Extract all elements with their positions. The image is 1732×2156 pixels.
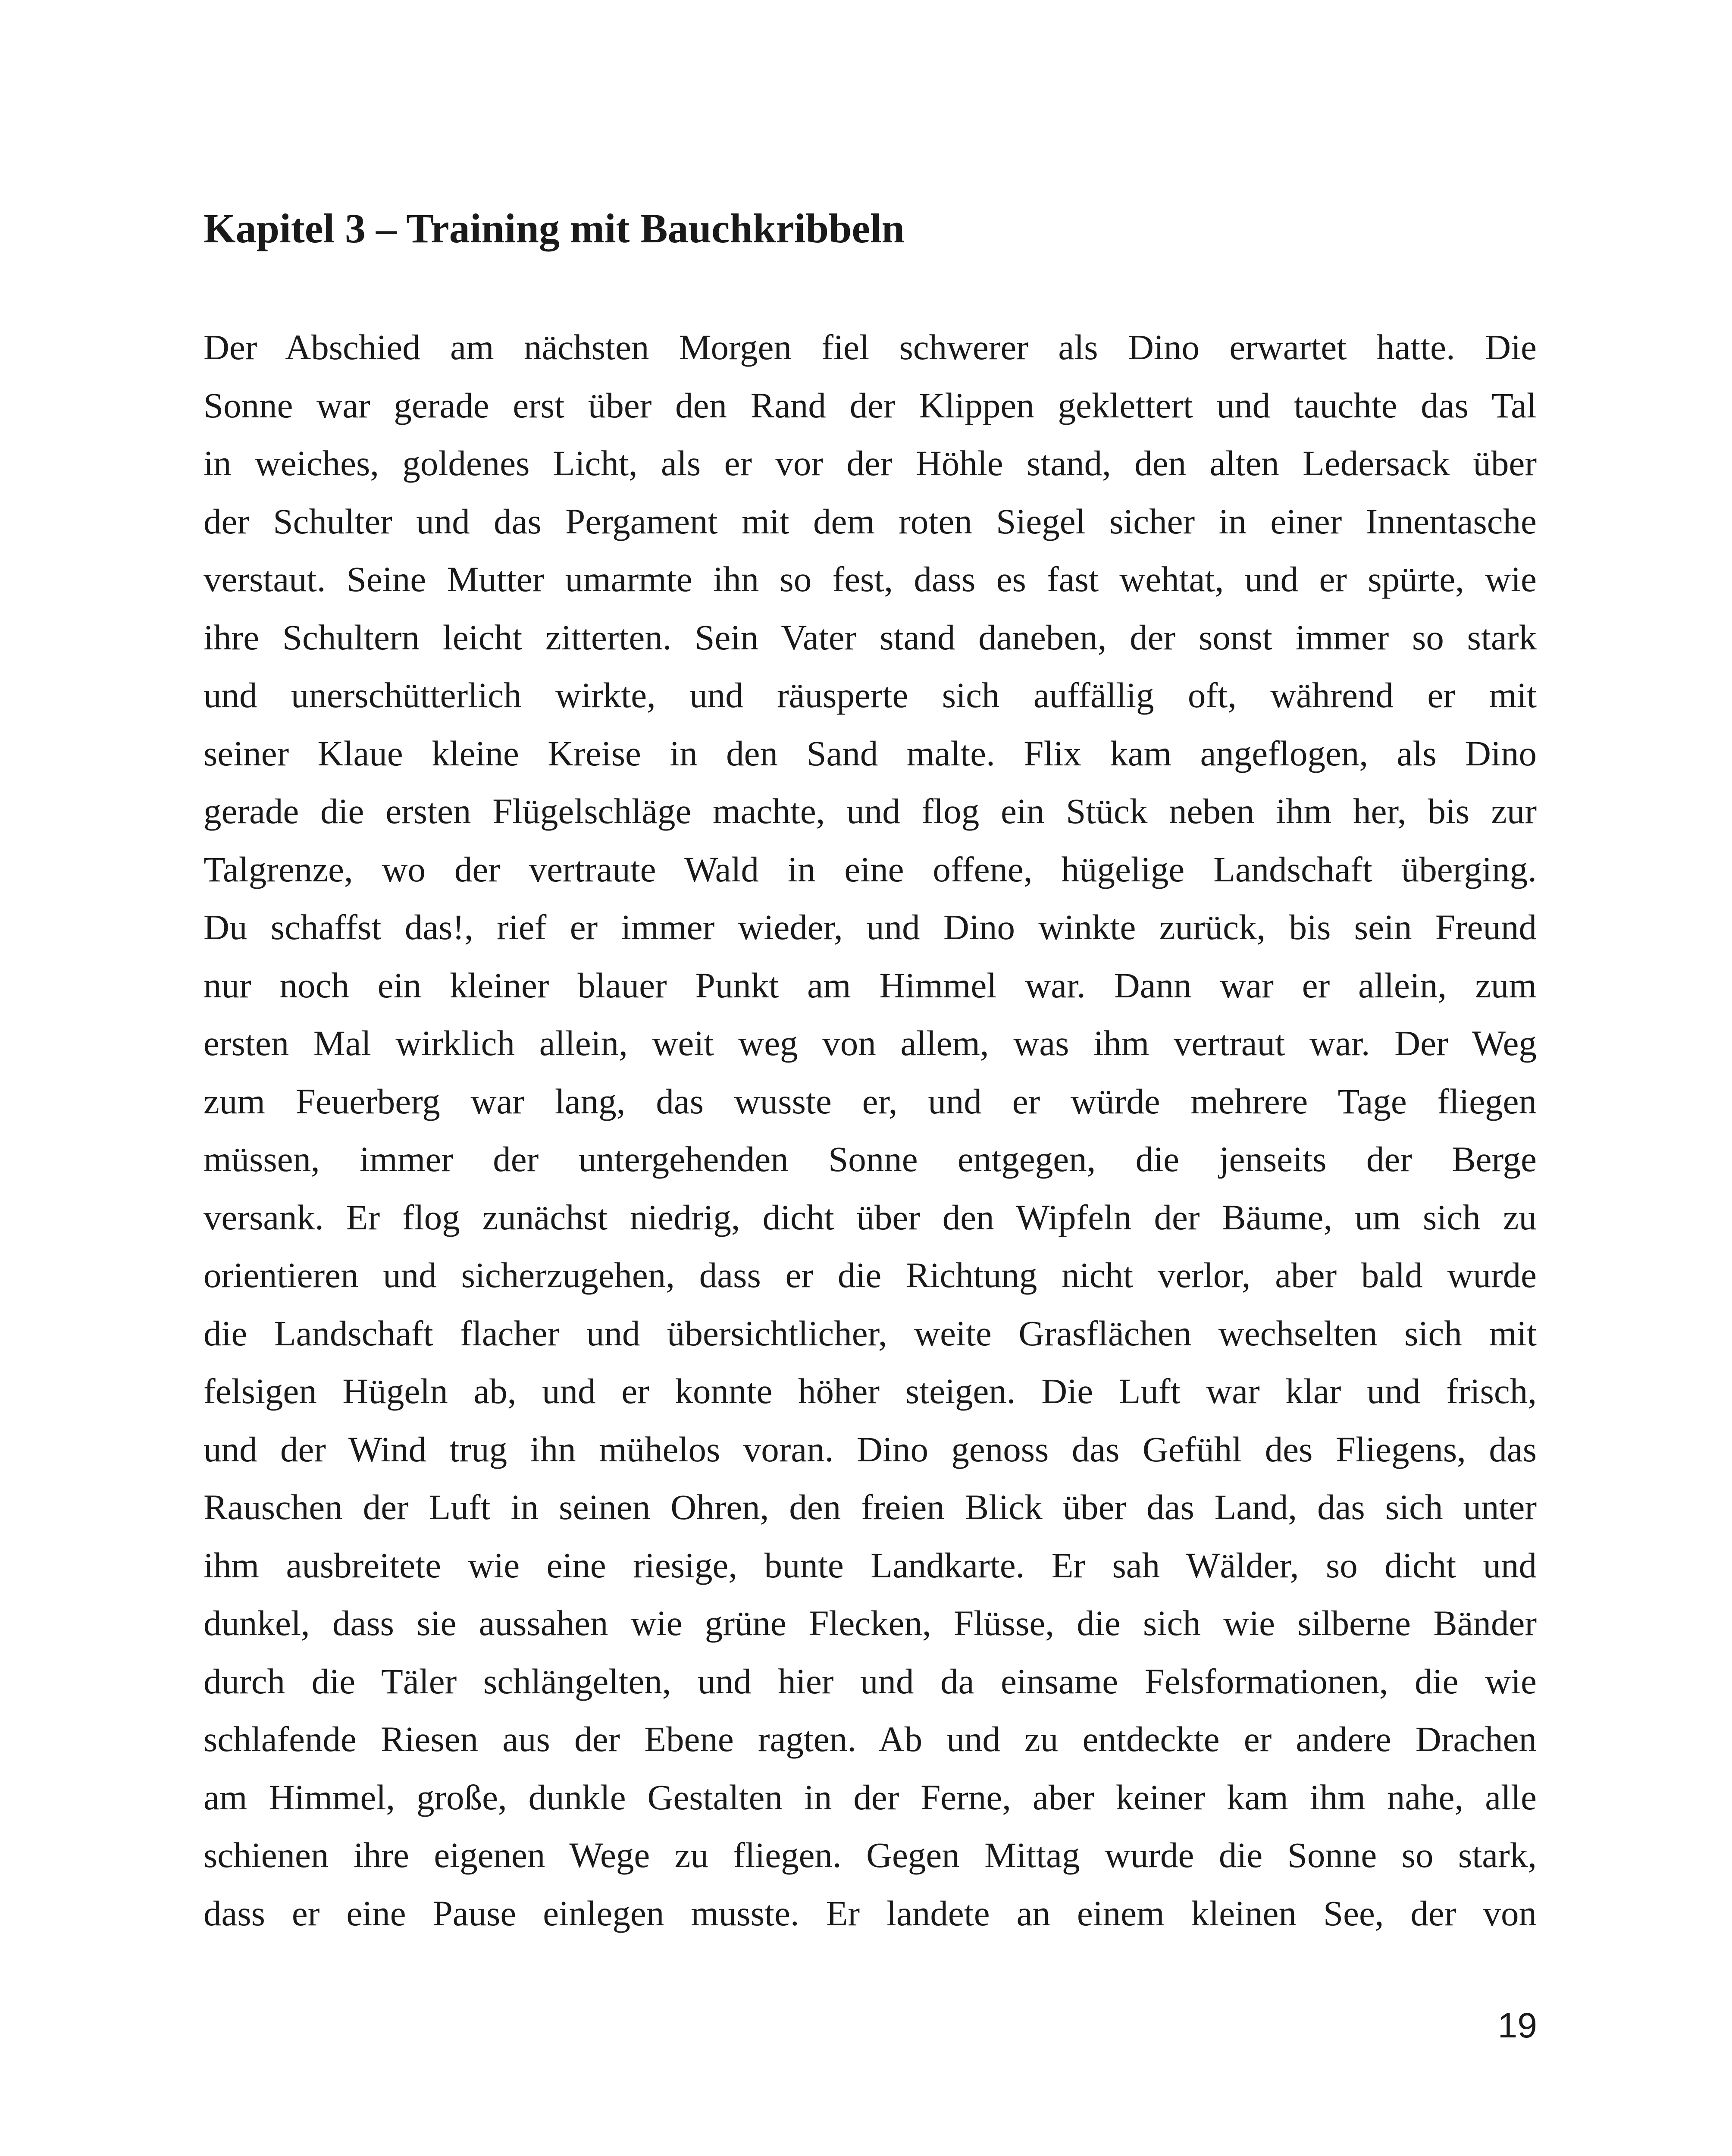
text-line: müssen, immer der untergehenden Sonne entgegen, die jenseits der Berge [204,1139,1537,1179]
text-line: in weiches, goldenes Licht, als er vor der Höhle stand, den alten Ledersack über [204,443,1537,483]
text-line: versank. Er flog zunächst niedrig, dicht über den Wipfeln der Bäume, um sich zu [204,1197,1537,1237]
text-line: zum Feuerberg war lang, das wusste er, und er würde mehrere Tage fliegen [204,1081,1537,1121]
text-line: ihre Schultern leicht zitterten. Sein Vater stand daneben, der sonst immer so stark [204,617,1537,657]
text-line: nur noch ein kleiner blauer Punkt am Himmel war. Dann war er allein, zum [204,965,1537,1005]
text-line: Rauschen der Luft in seinen Ohren, den freien Blick über das Land, das sich unter [204,1487,1537,1527]
body-text [204,318,1537,1942]
text-line: ersten Mal wirklich allein, weit weg von allem, was ihm vertraut war. Der Weg [204,1023,1537,1063]
text-line: schienen ihre eigenen Wege zu fliegen. Gegen Mittag wurde die Sonne so stark, [204,1835,1537,1875]
text-line: verstaut. Seine Mutter umarmte ihn so fest, dass es fast wehtat, und er spürte, wie [204,559,1537,599]
text-line: Talgrenze, wo der vertraute Wald in eine offene, hügelige Landschaft überging. [204,849,1537,889]
text-line: durch die Täler schlängelten, und hier und da einsame Felsformationen, die wie [204,1661,1537,1701]
text-line: seiner Klaue kleine Kreise in den Sand malte. Flix kam angeflogen, als Dino [204,733,1537,773]
text-line: Sonne war gerade erst über den Rand der Klippen geklettert und tauchte das Tal [204,385,1537,425]
text-line: Du schaffst das!, rief er immer wieder, und Dino winkte zurück, bis sein Freund [204,907,1537,947]
text-line: schlafende Riesen aus der Ebene ragten. Ab und zu entdeckte er andere Drachen [204,1719,1537,1759]
text-line: dass er eine Pause einlegen musste. Er landete an einem kleinen See, der von [204,1893,1537,1933]
text-line: ihm ausbreitete wie eine riesige, bunte Landkarte. Er sah Wälder, so dicht und [204,1545,1537,1585]
text-line: dunkel, dass sie aussahen wie grüne Flecken, Flüsse, die sich wie silberne Bänder [204,1603,1537,1643]
page-number: 19 [1497,2006,1537,2045]
text-line: Der Abschied am nächsten Morgen fiel schwerer als Dino erwartet hatte. Die [204,327,1537,367]
text-line: orientieren und sicherzugehen, dass er die Richtung nicht verlor, aber bald wurde [204,1255,1537,1295]
text-line: der Schulter und das Pergament mit dem roten Siegel sicher in einer Innentasche [204,501,1537,541]
chapter-title: Kapitel 3 – Training mit Bauchkribbeln [204,205,905,251]
text-line: am Himmel, große, dunkle Gestalten in der Ferne, aber keiner kam ihm nahe, alle [204,1777,1537,1817]
text-line: und unerschütterlich wirkte, und räusperte sich auffällig oft, während er mit [204,675,1537,715]
text-line: felsigen Hügeln ab, und er konnte höher steigen. Die Luft war klar und frisch, [204,1371,1537,1411]
text-line: die Landschaft flacher und übersichtlicher, weite Grasflächen wechselten sich mit [204,1313,1537,1353]
text-line: gerade die ersten Flügelschläge machte, und flog ein Stück neben ihm her, bis zur [204,791,1537,831]
text-line: und der Wind trug ihn mühelos voran. Dino genoss das Gefühl des Fliegens, das [204,1429,1537,1469]
